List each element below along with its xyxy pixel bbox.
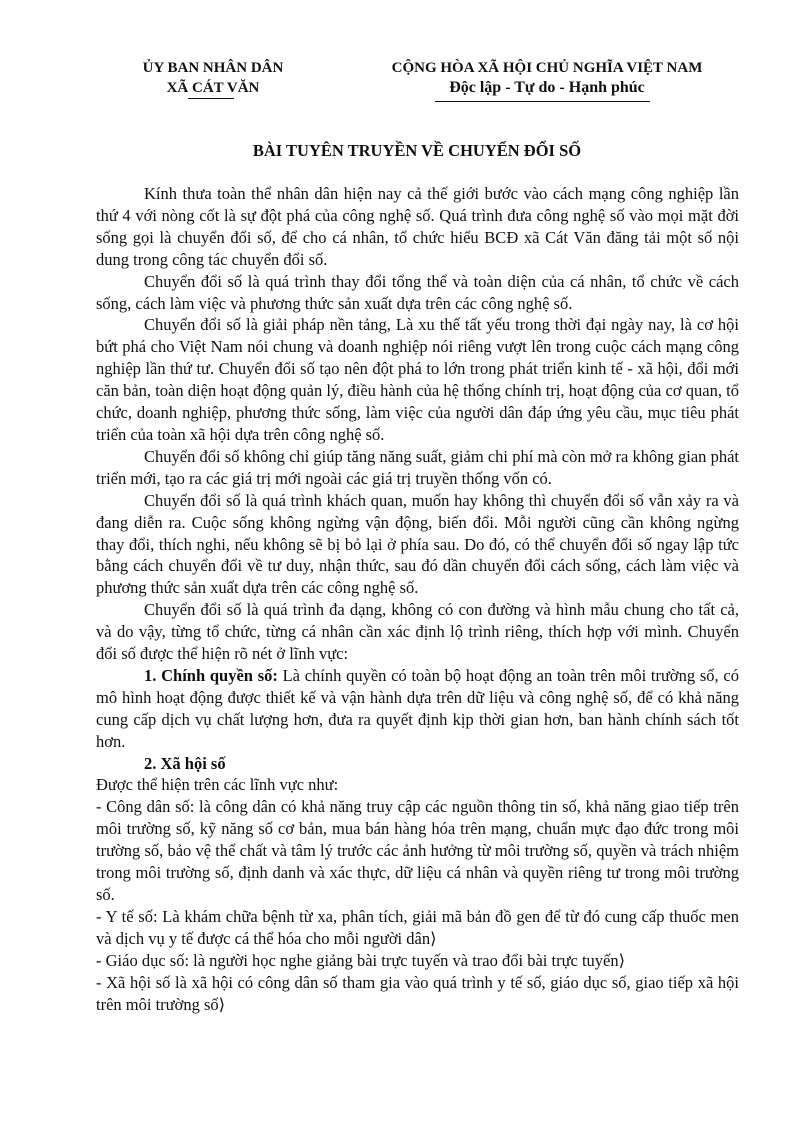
national-title: CỘNG HÒA XÃ HỘI CHỦ NGHĨA VIỆT NAM xyxy=(391,60,703,76)
national-header xyxy=(352,58,742,98)
issuer-header xyxy=(110,58,316,98)
list-item: - Công dân số: là công dân có khả năng truy cập các nguồn thông tin số, khả năng giao tiếp trên môi trường số, kỹ năng số cơ bản, mua bán hàng hóa trên mạng, chuẩn mực đạo đức trong môi trường số, bảo vệ thể chất và tâm lý trước các ảnh hưởng từ môi trường số, quyền và trách nhiệm trong môi trường số, định danh và xác thực, dữ liệu cá nhân và quyền riêng tư trong môi trường số. xyxy=(96,797,739,904)
paragraph: Kính thưa toàn thể nhân dân hiện nay cả thế giới bước vào cách mạng công nghiệp lần thứ 4 với nòng cốt là sự đột phá của công nghệ số. Quá trình đưa công nghệ số vào mọi mặt đời sống gọi là chuyển đổi số, để cho cá nhân, tổ chức hiểu BCĐ xã Cát Văn đăng tải một số nội dung trong công tác chuyển đổi số. xyxy=(96,184,739,269)
paragraph: Chuyển đổi số không chỉ giúp tăng năng suất, giảm chi phí mà còn mở ra không gian phát triển mới, tạo ra các giá trị mới ngoài các giá trị truyền thống vốn có. xyxy=(96,446,739,488)
paragraph: Chuyển đổi số là quá trình khách quan, muốn hay không thì chuyển đổi số vẫn xảy ra và đang diễn ra. Cuộc sống không ngừng vận động, biến đổi. Mỗi người cũng cần không ngừng thay đổi, thích nghi, nếu không sẽ bị bỏ lại ở phía sau. Do đó, có thể chuyển đổi số ngay lập tức bằng cách chuyển đổi về tư duy, nhận thức, sau đó dần chuyển đổi cách sống, cách làm việc và phương thức sản xuất dựa trên các công nghệ số. xyxy=(96,490,739,598)
section-1-text: Là chính quyền có toàn bộ hoạt động an toàn trên môi trường số, có mô hình hoạt động được thiết kế và vận hành dựa trên dữ liệu và công nghệ số, để có khả năng cung cấp dịch vụ chất lượng hơn, đưa ra quyết định kịp thời gian hơn, ban hành chính sách tốt hơn. xyxy=(96,665,739,751)
section-1-heading: 1. Chính quyền số: xyxy=(144,665,278,685)
document-body xyxy=(96,183,739,1015)
national-motto: Độc lập - Tự do - Hạnh phúc xyxy=(449,79,645,96)
issuer-line-2: XÃ CÁT VĂN xyxy=(166,80,260,96)
section-2-intro: Được thể hiện trên các lĩnh vực như: xyxy=(96,775,339,795)
motto-underline xyxy=(435,101,650,102)
document-title: BÀI TUYÊN TRUYỀN VỀ CHUYỂN ĐỔI SỐ xyxy=(252,141,582,160)
section-2-heading: 2. Xã hội số xyxy=(144,753,226,773)
paragraph: Chuyển đổi số là giải pháp nền tảng, Là xu thế tất yếu trong thời đại ngày nay, là cơ hội bứt phá cho Việt Nam nói chung và doanh nghiệp nói riêng vượt lên trong cuộc cách mạng công nghiệp lần thứ tư. Chuyển đổi số tạo nên đột phá to lớn trong phát triển kinh tế - xã hội, đổi mới căn bản, toàn diện hoạt động quản lý, điều hành của hệ thống chính trị, hoạt động của cơ quan, tổ chức, doanh nghiệp, phương thức sống, làm việc của người dân đáp ứng yêu cầu, mục tiêu phát triển của toàn xã hội dựa trên công nghệ số. xyxy=(96,315,739,444)
list-item: - Xã hội số là xã hội có công dân số tham gia vào quá trình y tế số, giáo dục số, giao tiếp xã hội trên môi trường số⟩ xyxy=(96,972,739,1014)
issuer-underline xyxy=(188,98,234,99)
paragraph: Chuyển đổi số là quá trình thay đổi tổng thể và toàn diện của cá nhân, tổ chức về cách sống, cách làm việc và phương thức sản xuất dựa trên các công nghệ số. xyxy=(96,271,739,313)
section-1 xyxy=(96,665,739,753)
list-item: - Giáo dục số: là người học nghe giảng bài trực tuyến và trao đổi bài trực tuyến⟩ xyxy=(96,950,626,970)
issuer-line-1: ỦY BAN NHÂN DÂN xyxy=(142,60,284,76)
list-item: - Y tế số: Là khám chữa bệnh từ xa, phân tích, giải mã bản đồ gen để từ đó cung cấp thuốc men và dịch vụ y tế được cá thể hóa cho mỗi người dân⟩ xyxy=(96,906,739,948)
paragraph: Chuyển đổi số là quá trình đa dạng, không có con đường và hình mẫu chung cho tất cả, và do vậy, từng tổ chức, từng cá nhân cần xác định lộ trình riêng, thích hợp với mình. Chuyển đổi số được thể hiện rõ nét ở lĩnh vực: xyxy=(96,600,739,664)
